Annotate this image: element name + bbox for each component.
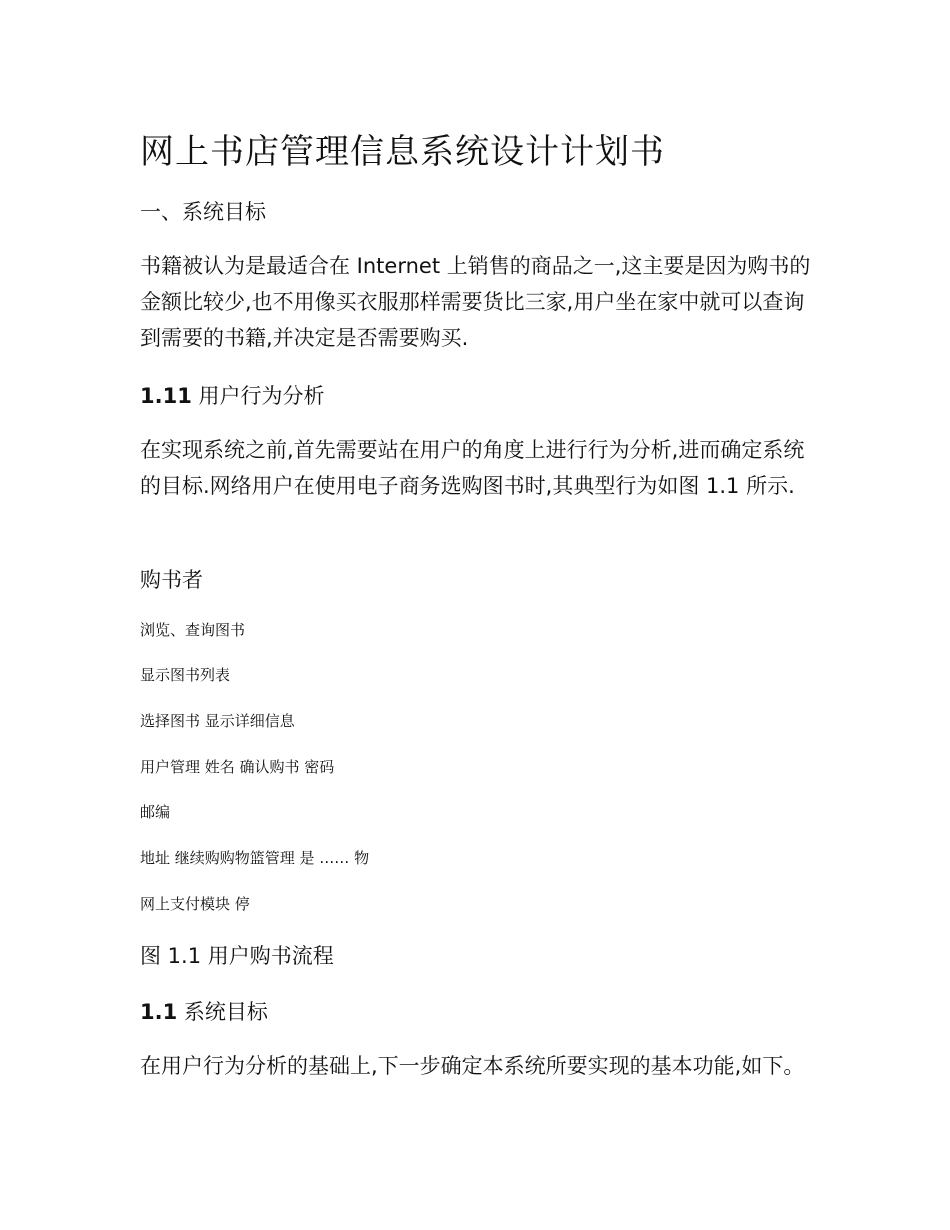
flow-line: 显示图书列表	[140, 666, 231, 684]
section-number: 1.1	[140, 1000, 178, 1024]
flow-line: 用户管理 姓名 确认购书 密码	[140, 758, 335, 776]
section-heading-user-behavior	[140, 380, 325, 410]
flow-line: 网上支付模块 停	[140, 895, 250, 913]
flow-line: 浏览、查询图书	[140, 621, 246, 639]
paragraph-behavior: 在实现系统之前,首先需要站在用户的角度上进行行为分析,进而确定系统的目标.网络用户在使用电子商务选购图书时,其典型行为如图 1.1 所示.	[140, 438, 805, 498]
section-title: 用户行为分析	[198, 384, 325, 408]
section-number: 1.11	[140, 384, 192, 408]
paragraph-intro: 书籍被认为是最适合在 Internet 上销售的商品之一,这主要是因为购书的金额比较少,也不用像买衣服那样需要货比三家,用户坐在家中就可以查询到需要的书籍,并决定是否需要购买.	[140, 254, 811, 350]
section-heading-system-goals-2	[140, 996, 268, 1026]
figure-caption: 图 1.1 用户购书流程	[140, 944, 334, 968]
flow-line: 地址 继续购购物篮管理 是 …… 物	[140, 849, 370, 867]
section-heading-system-goals: 一、系统目标	[140, 200, 266, 224]
flow-line: 邮编	[140, 803, 171, 821]
flow-line: 选择图书 显示详细信息	[140, 712, 295, 730]
paragraph-functions: 在用户行为分析的基础上,下一步确定本系统所要实现的基本功能,如下。	[140, 1054, 805, 1078]
flow-actor-label: 购书者	[140, 568, 203, 592]
document-title: 网上书店管理信息系统设计计划书	[140, 132, 665, 172]
section-title: 系统目标	[183, 1000, 268, 1024]
